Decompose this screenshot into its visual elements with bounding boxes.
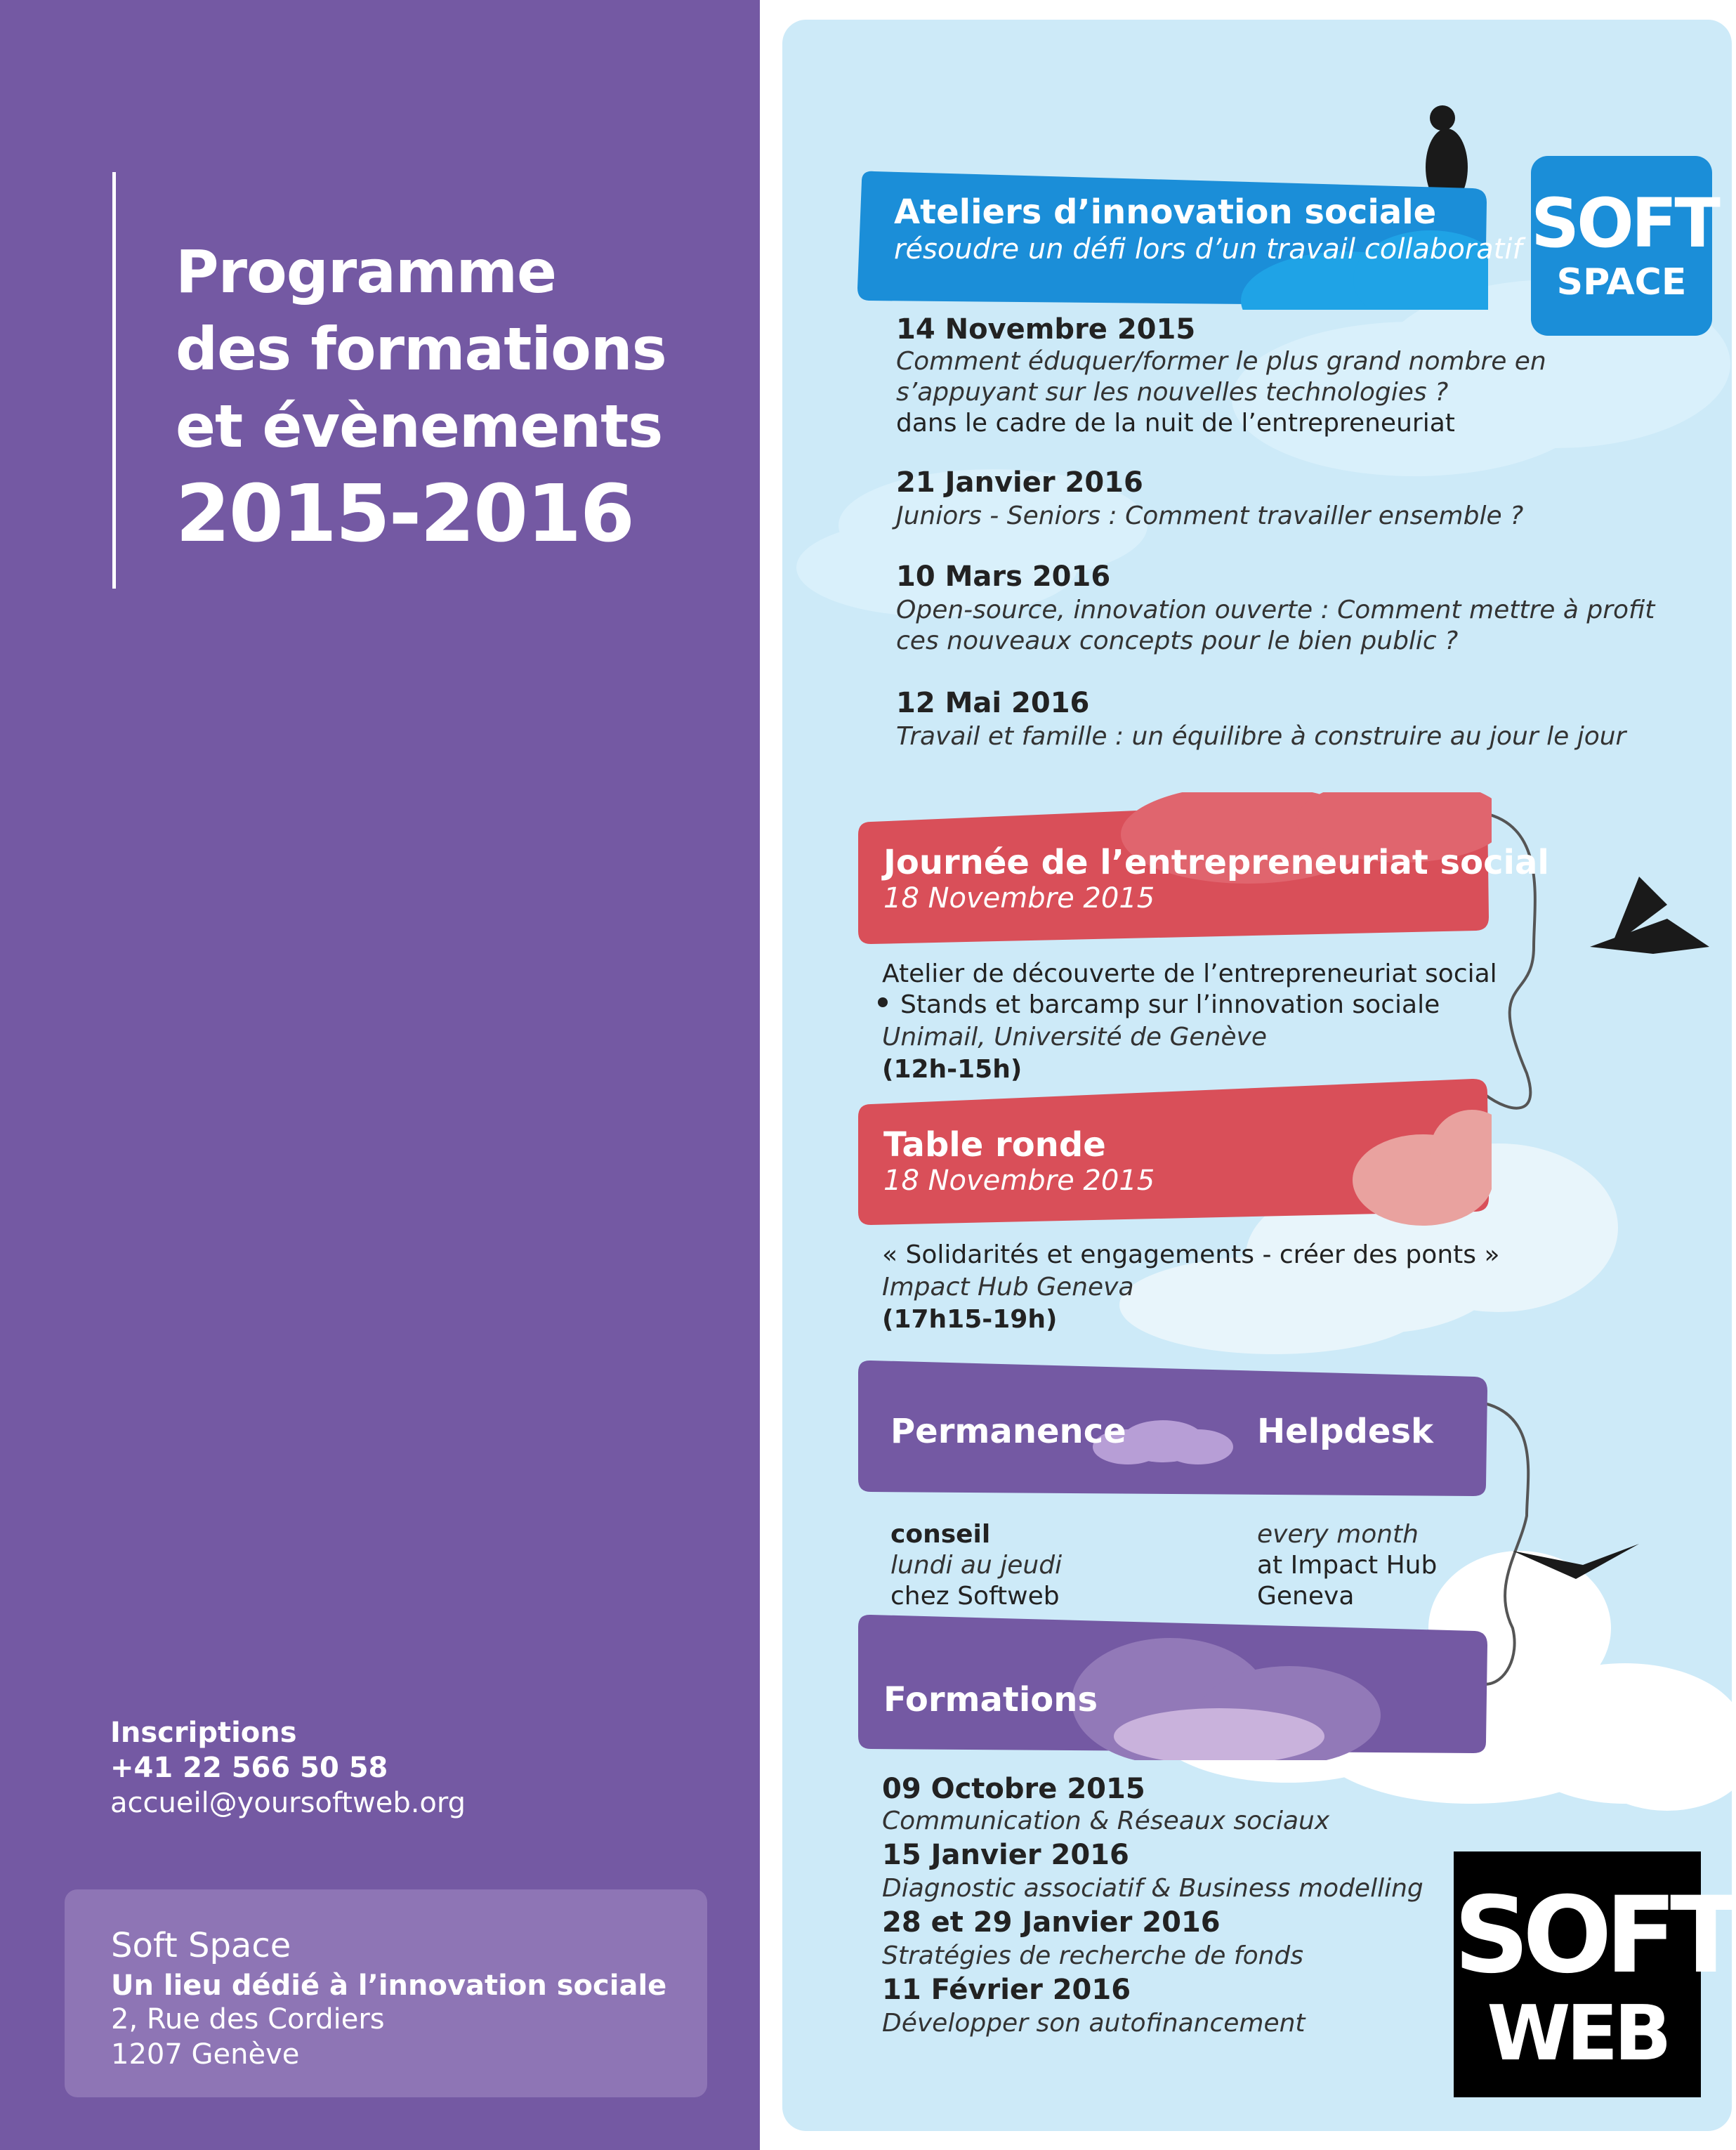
journee-line-1: Atelier de découverte de l’entrepreneuriat social <box>882 959 1497 988</box>
title-year: 2015-2016 <box>176 468 633 560</box>
softspace-logo-top: SOFT <box>1531 184 1718 263</box>
contact-label: Inscriptions <box>110 1717 297 1749</box>
helpdesk-title: Helpdesk <box>1257 1412 1433 1451</box>
journee-time: (12h-15h) <box>882 1055 1022 1084</box>
table-ronde-title: Table ronde <box>883 1125 1106 1165</box>
journee-title: Journée de l’entrepreneuriat social <box>883 843 1549 882</box>
title-line-1: Programme <box>176 237 556 306</box>
helpdesk-line-1: every month <box>1257 1520 1419 1549</box>
ateliers-subtitle: résoudre un défi lors d’un travail collaboratif <box>894 233 1523 266</box>
address-city: 1207 Genève <box>111 2038 300 2071</box>
table-ronde-place: Impact Hub Geneva <box>882 1273 1134 1302</box>
table-ronde-quote: « Solidarités et engagements - créer des ponts » <box>882 1240 1500 1269</box>
address-name: Soft Space <box>111 1926 291 1965</box>
address-card <box>65 1889 707 2097</box>
journee-line-2: Stands et barcamp sur l’innovation sociale <box>900 990 1440 1019</box>
journee-place: Unimail, Université de Genève <box>882 1023 1267 1051</box>
table-ronde-banner <box>854 1075 1492 1228</box>
atelier-date-2: 21 Janvier 2016 <box>896 466 1143 499</box>
ateliers-banner <box>855 167 1523 310</box>
table-ronde-time: (17h15-19h) <box>882 1305 1058 1334</box>
atelier-desc-4: Travail et famille : un équilibre à construire au jour le jour <box>896 722 1626 751</box>
softweb-logo-top: SOFT <box>1454 1875 1735 1997</box>
right-panel <box>782 20 1735 2131</box>
permanence-line-3: chez Softweb <box>890 1582 1060 1611</box>
title-line-2: des formations <box>176 315 666 384</box>
atelier-desc-1a: Comment éduquer/former le plus grand nombre en <box>896 347 1546 376</box>
contact-block <box>110 1715 466 1821</box>
atelier-desc-1b: s’appuyant sur les nouvelles technologies ? <box>896 378 1449 407</box>
title-line-3: et évènements <box>176 392 663 461</box>
bullet-icon <box>878 997 888 1007</box>
helpdesk-line-2: at Impact Hub <box>1257 1551 1438 1580</box>
journee-date: 18 Novembre 2015 <box>883 882 1155 915</box>
atelier-note-1: dans le cadre de la nuit de l’entrepreneuriat <box>896 409 1455 438</box>
permanence-banner <box>854 1356 1492 1503</box>
formations-banner <box>854 1610 1492 1760</box>
ateliers-title: Ateliers d’innovation sociale <box>894 192 1437 232</box>
atelier-date-1: 14 Novembre 2015 <box>896 313 1196 346</box>
page-title <box>176 233 737 563</box>
atelier-date-4: 12 Mai 2016 <box>896 687 1090 719</box>
permanence-line-1: conseil <box>890 1520 991 1549</box>
permanence-title: Permanence <box>890 1412 1126 1451</box>
formations-title: Formations <box>883 1680 1098 1719</box>
softspace-logo <box>1531 156 1718 336</box>
title-divider <box>112 172 116 589</box>
contact-email[interactable]: accueil@yoursoftweb.org <box>110 1787 466 1819</box>
formation-date-4: 11 Février 2016 <box>882 1974 1131 2006</box>
formation-date-3: 28 et 29 Janvier 2016 <box>882 1906 1221 1939</box>
formation-desc-4: Développer son autofinancement <box>882 2009 1306 2038</box>
atelier-desc-3b: ces nouveaux concepts pour le bien public ? <box>896 627 1459 655</box>
table-ronde-date: 18 Novembre 2015 <box>883 1165 1155 1197</box>
permanence-line-2: lundi au jeudi <box>890 1551 1063 1580</box>
formation-date-1: 09 Octobre 2015 <box>882 1773 1145 1805</box>
helpdesk-line-3: Geneva <box>1257 1582 1355 1611</box>
atelier-desc-3a: Open-source, innovation ouverte : Comment mettre à profit <box>896 596 1655 624</box>
atelier-desc-2: Juniors - Seniors : Comment travailler ensemble ? <box>896 502 1524 530</box>
formation-desc-2: Diagnostic associatif & Business modelling <box>882 1874 1423 1903</box>
softspace-logo-bottom: SPACE <box>1556 261 1687 303</box>
contact-phone[interactable]: +41 22 566 50 58 <box>110 1752 388 1784</box>
address-tagline: Un lieu dédié à l’innovation sociale <box>111 1969 667 2002</box>
formation-desc-3: Stratégies de recherche de fonds <box>882 1941 1304 1970</box>
formation-desc-1: Communication & Réseaux sociaux <box>882 1807 1330 1835</box>
formation-date-2: 15 Janvier 2016 <box>882 1839 1129 1871</box>
atelier-date-3: 10 Mars 2016 <box>896 561 1111 593</box>
address-street: 2, Rue des Cordiers <box>111 2003 385 2036</box>
journee-banner <box>854 792 1549 947</box>
softweb-logo-bottom: WEB <box>1487 1990 1668 2078</box>
softweb-logo <box>1454 1851 1735 2097</box>
